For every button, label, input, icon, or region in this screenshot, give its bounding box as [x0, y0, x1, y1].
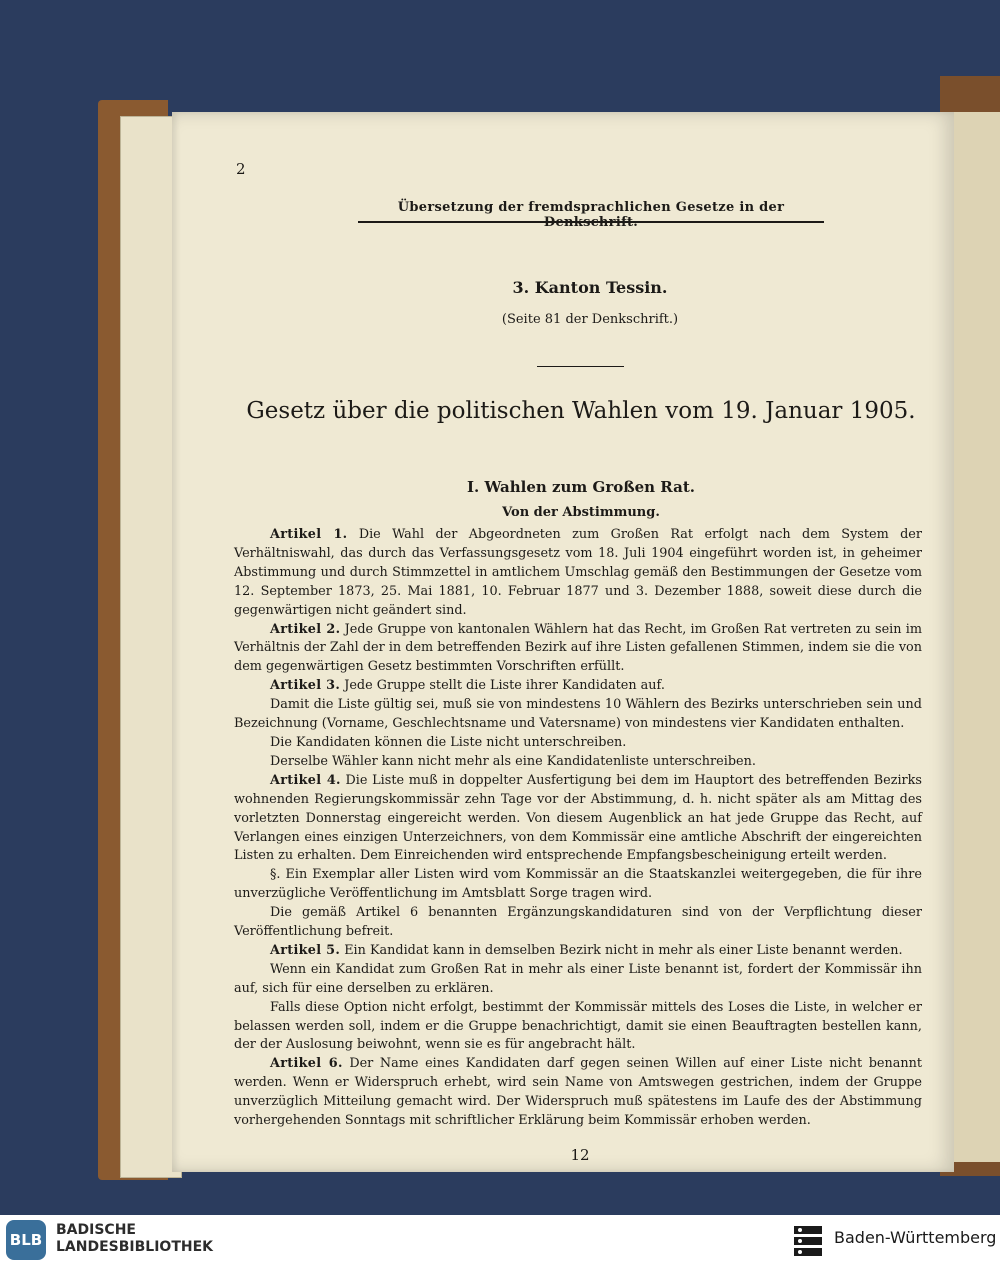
- paragraph: [234, 772, 922, 867]
- article-label: Artikel 5.: [270, 942, 341, 958]
- paragraph: [234, 734, 922, 753]
- facing-page-edge: [952, 112, 1000, 1162]
- article-label: Artikel 4.: [270, 772, 341, 788]
- article-label: Artikel 3.: [270, 678, 341, 694]
- paragraph-text: Die Liste muß in doppelter Ausfertigung bei dem im Hauptort des betreffenden Bezirks wohnenden Regierungskommissär zehn Tage vor der Abstimmung, d. h. nicht später als am Mittag des vorletzten Donnerstag eingereicht werden. Von diesem Augenblick an hat jede Gruppe das Recht, auf Verlangen eines einzigen Unterzeichners, von dem Kommissär eine amtliche Abschrift der eingereichten Listen zu erhalten. Dem Einreichenden wird entsprechende Empfangsbescheinigung erteilt werden.: [234, 772, 922, 864]
- paragraph-text: Wenn ein Kandidat zum Großen Rat in mehr als einer Liste benannt ist, fordert der Kommissär ihn auf, sich für eine derselben zu erklären.: [234, 961, 922, 996]
- paragraph: [234, 696, 922, 734]
- paragraph-text: Falls diese Option nicht erfolgt, bestimmt der Kommissär mittels des Loses die Liste, in welcher er belassen werden soll, indem er die Gruppe benachrichtigt, damit sie einen Beauftragten bestellen kann, der der Auslosung beiwohnt, wenn sie es für angebracht hält.: [234, 999, 922, 1053]
- header-rule: [358, 221, 824, 223]
- paragraph-text: Jede Gruppe stellt die Liste ihrer Kandidaten auf.: [344, 678, 665, 694]
- paragraph-text: Jede Gruppe von kantonalen Wählern hat das Recht, im Großen Rat vertreten zu sein im Verhältnis der Zahl der in dem betreffenden Bezirk auf ihre Listen gefallenen Stimmen, indem sie die von dem gegenwärtigen Gesetz bestimmten Vorschriften erfüllt.: [234, 621, 922, 675]
- page-reference: (Seite 81 der Denkschrift.): [501, 312, 679, 327]
- section-divider: [537, 366, 624, 367]
- paragraph: [234, 621, 922, 678]
- law-body: [234, 526, 922, 1131]
- paragraph: [234, 866, 922, 904]
- canton-title: 3. Kanton Tessin.: [512, 278, 668, 297]
- paragraph-text: Der Name eines Kandidaten darf gegen seinen Willen auf einer Liste nicht benannt werden. Wenn er Widerspruch erhebt, wird sein Name von Amtswegen gestrichen, indem der Gruppe unverzüglich Mitteilung gemacht wird. Der Widerspruch muß spätestens im Laufe des der Abstimmung vorhergehenden Sonntags mit schriftlicher Erklärung beim Kommissär erhoben werden.: [234, 1056, 922, 1129]
- paragraph-text: Derselbe Wähler kann nicht mehr als eine Kandidatenliste unterschreiben.: [270, 753, 756, 769]
- bw-coat-of-arms-icon: [790, 1220, 826, 1258]
- paragraph: [234, 904, 922, 942]
- paragraph: [234, 1055, 922, 1131]
- paragraph: [234, 999, 922, 1056]
- article-label: Artikel 2.: [270, 621, 341, 637]
- library-name-line2: LANDESBIBLIOTHEK: [56, 1239, 214, 1255]
- article-label: Artikel 1.: [270, 527, 348, 542]
- blb-logo[interactable]: BLB: [6, 1220, 46, 1260]
- state-name[interactable]: Baden-Württemberg: [834, 1228, 997, 1247]
- paragraph: [234, 753, 922, 772]
- paragraph: [234, 677, 922, 696]
- page-number-bottom: 12: [570, 1146, 590, 1164]
- article-label: Artikel 6.: [270, 1056, 343, 1072]
- chapter-title: I. Wahlen zum Großen Rat.: [467, 478, 695, 496]
- library-name-line1: BADISCHE: [56, 1222, 136, 1238]
- paragraph-text: Damit die Liste gültig sei, muß sie von mindestens 10 Wählern des Bezirks unterschrieben sein und Bezeichnung (Vorname, Geschlechtsname und Vatersname) von mindestens vier Kandidaten enthalten.: [234, 697, 922, 732]
- paragraph-text: Die gemäß Artikel 6 benannten Ergänzungskandidaturen sind von der Verpflichtung dieser Veröffentlichung befreit.: [234, 905, 922, 940]
- page-number-top: 2: [236, 160, 246, 178]
- paragraph-text: Die Kandidaten können die Liste nicht unterschreiben.: [270, 734, 627, 750]
- paragraph-text: Die Wahl der Abgeordneten zum Großen Rat erfolgt nach dem System der Verhältniswahl, das durch das Verfassungsgesetz vom 18. Juli 1904 eingeführt worden ist, in geheimer Abstimmung und durch Stimmzettel in amtlichem Umschlag gemäß den Bestimmungen der Gesetze vom 12. September 1873, 25. Mai 1881, 10. Februar 1877 und 3. Dezember 1888, soweit diese durch die gegenwärtigen nicht geändert sind.: [234, 527, 922, 618]
- running-header: Übersetzung der fremdsprachlichen Gesetze in der: [397, 200, 785, 215]
- paragraph: [234, 961, 922, 999]
- section-title: Von der Abstimmung.: [502, 505, 660, 520]
- library-name[interactable]: [56, 1222, 213, 1256]
- paragraph: [234, 942, 922, 961]
- law-title: Gesetz über die politischen Wahlen vom 19. Januar 1905.: [246, 398, 916, 424]
- paragraph-text: §. Ein Exemplar aller Listen wird vom Kommissär an die Staatskanzlei weitergegeben, die für ihre unverzügliche Veröffentlichung im Amtsblatt Sorge tragen wird.: [234, 867, 922, 902]
- paragraph: [234, 526, 922, 621]
- paragraph-text: Ein Kandidat kann in demselben Bezirk nicht in mehr als einer Liste benannt werden.: [344, 942, 903, 958]
